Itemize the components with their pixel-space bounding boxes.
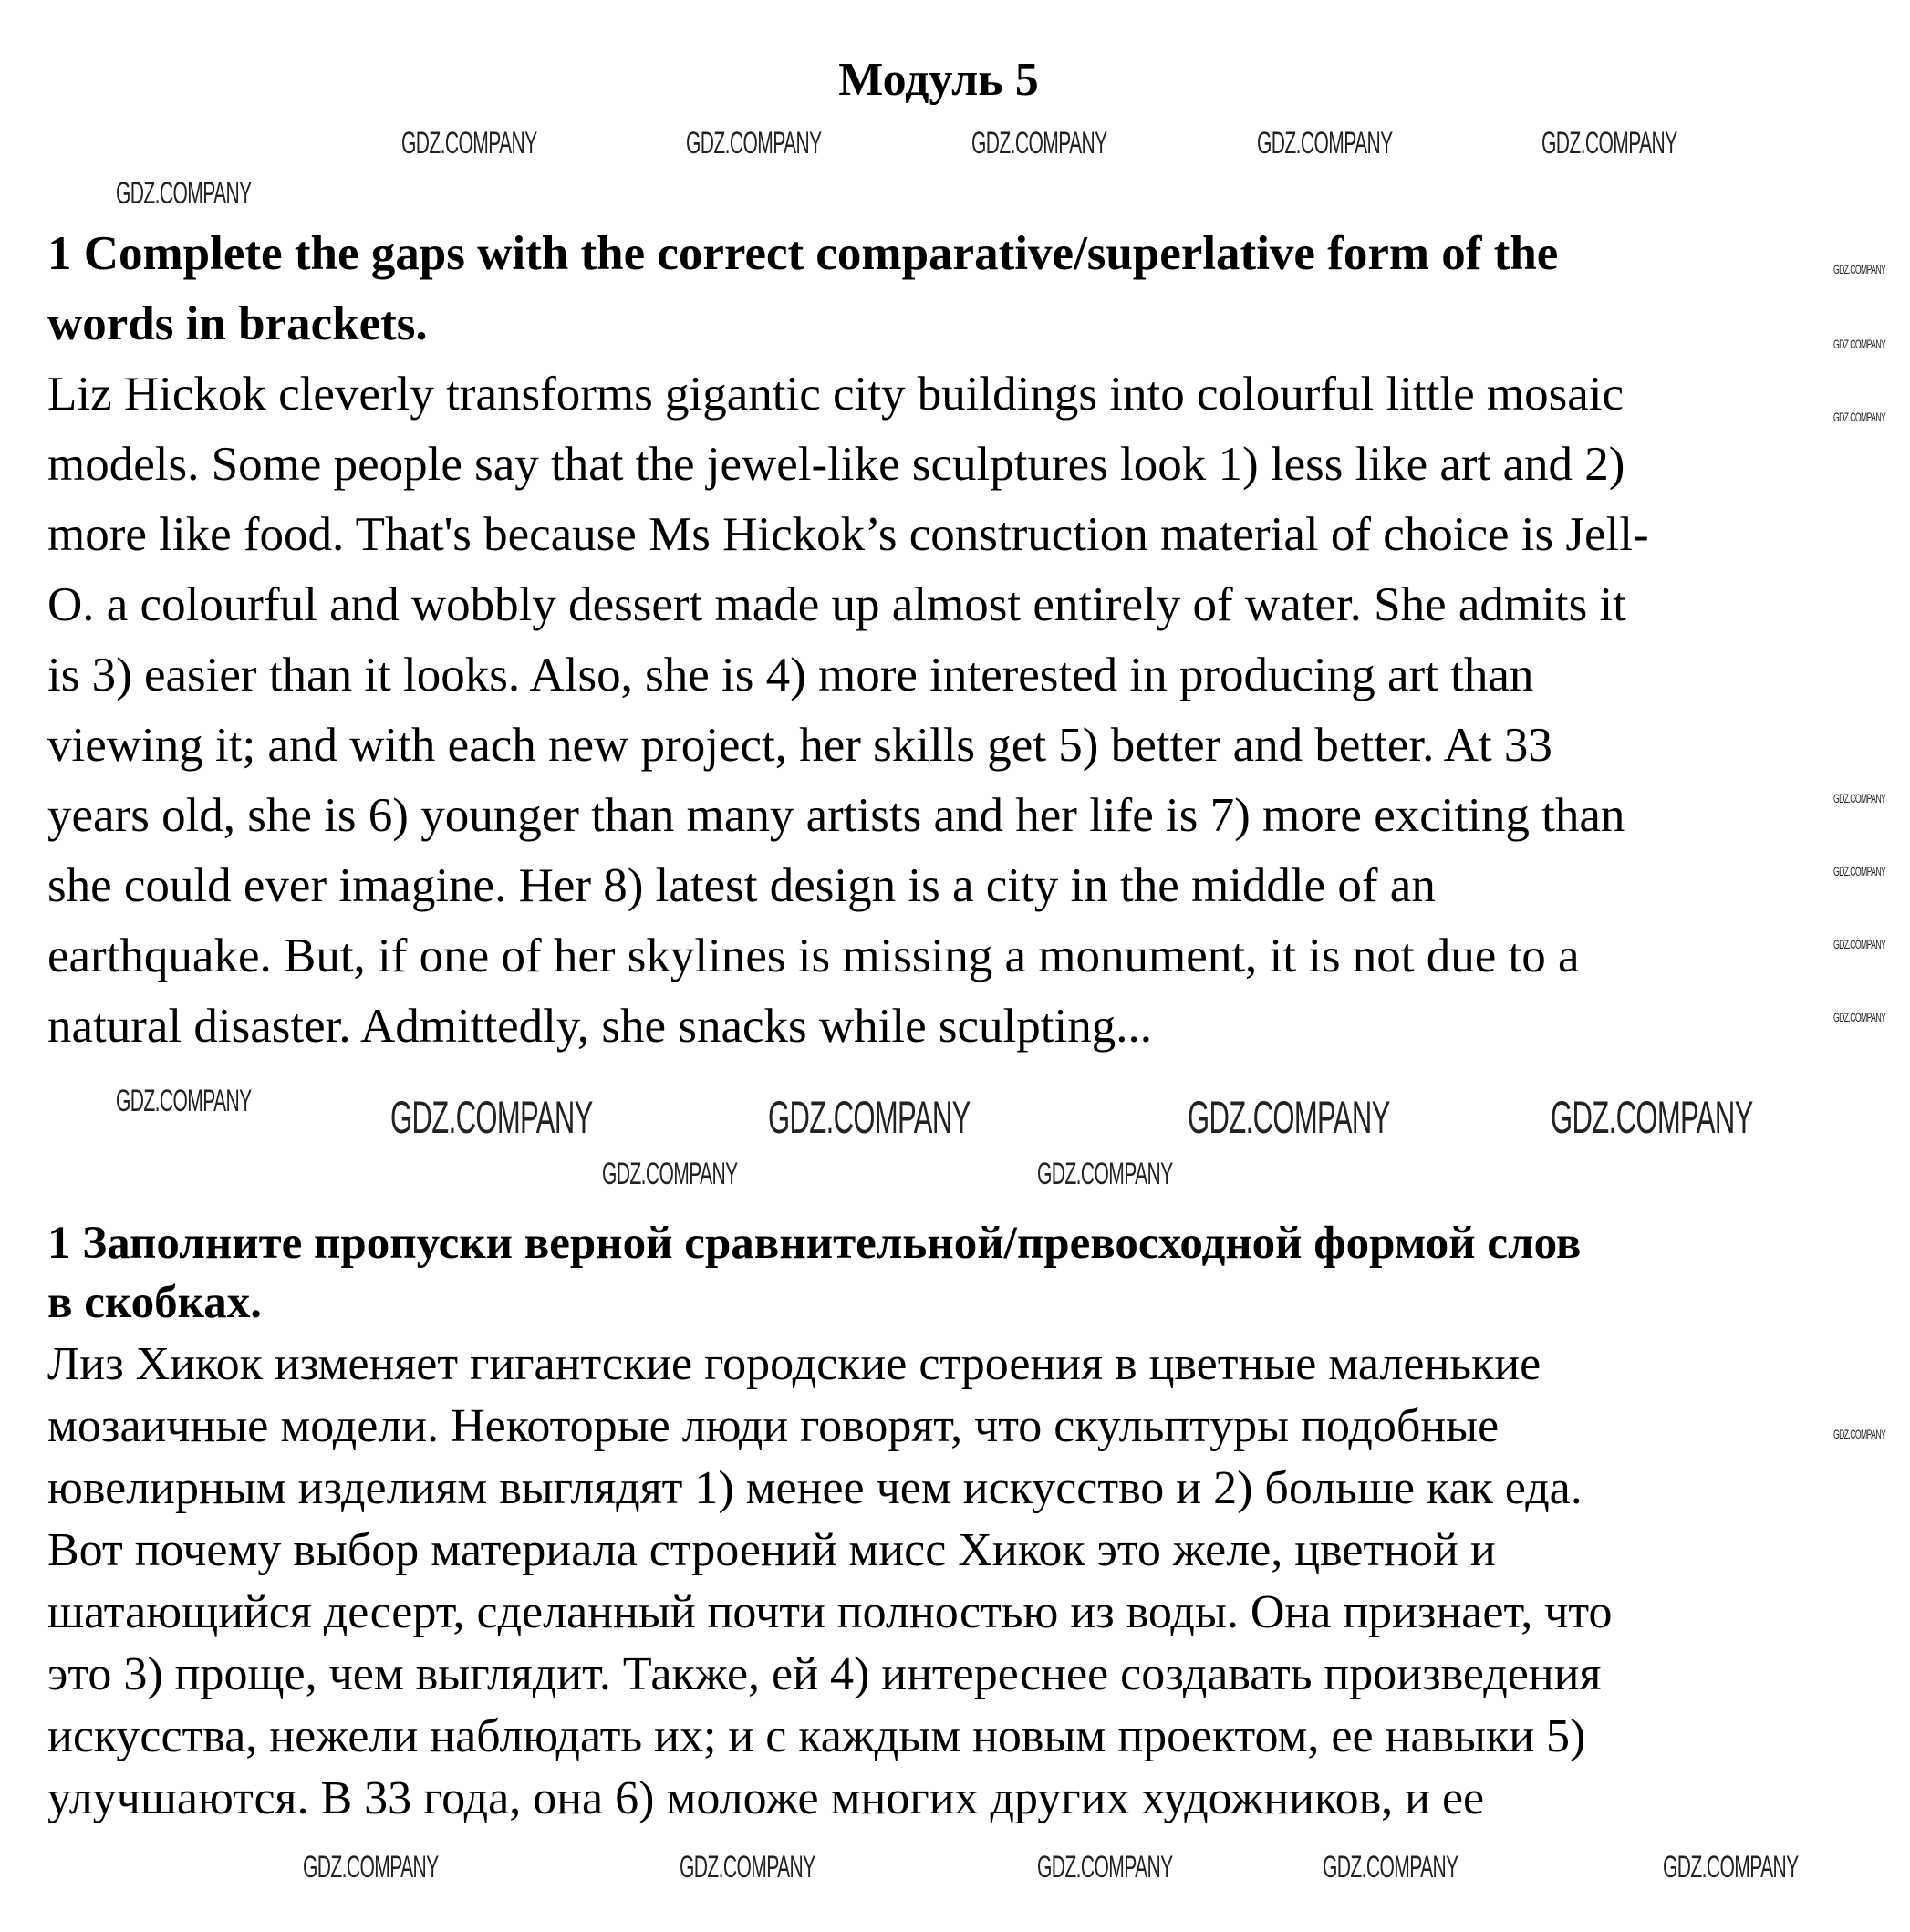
paragraph-line-en: years old, she is 6) younger than many artists and her life is 7) more exciting than [47, 789, 1625, 842]
watermark: GDZ.COMPANY [602, 1157, 738, 1191]
watermark: GDZ.COMPANY [686, 126, 822, 161]
paragraph-line-en: more like food. That's because Ms Hickok’s construction material of choice is Jell- [47, 508, 1649, 561]
english-exercise [47, 219, 1808, 1062]
watermark: GDZ.COMPANY [390, 1092, 593, 1143]
watermark: GDZ.COMPANY [680, 1850, 815, 1885]
watermark: GDZ.COMPANY [1663, 1850, 1799, 1885]
paragraph-line-ru: улучшаются. В 33 года, она 6) моложе многих других художников, и ее [47, 1772, 1485, 1824]
watermark: GDZ.COMPANY [1833, 791, 1886, 805]
watermark: GDZ.COMPANY [1833, 1427, 1886, 1441]
exercise-heading-ru: в скобках. [47, 1277, 263, 1328]
paragraph-line-ru: это 3) проще, чем выглядит. Также, ей 4) интереснее создавать произведения [47, 1648, 1602, 1700]
watermark: GDZ.COMPANY [1833, 1010, 1886, 1024]
watermark: GDZ.COMPANY [1037, 1850, 1173, 1885]
paragraph-line-en: is 3) easier than it looks. Also, she is 4) more interested in producing art than [47, 649, 1534, 701]
watermark: GDZ.COMPANY [1541, 126, 1677, 161]
paragraph-line-en: viewing it; and with each new project, her skills get 5) better and better. At 33 [47, 719, 1552, 772]
watermark: GDZ.COMPANY [1551, 1092, 1753, 1143]
paragraph-line-en: earthquake. But, if one of her skylines is missing a monument, it is not due to a [47, 930, 1580, 982]
exercise-heading-ru: 1 Заполните пропуски верной сравнительной/превосходной формой слов [47, 1218, 1582, 1269]
watermark: GDZ.COMPANY [971, 126, 1107, 161]
watermark: GDZ.COMPANY [1257, 126, 1393, 161]
paragraph-line-en: Liz Hickok cleverly transforms gigantic city buildings into colourful little mosaic [47, 368, 1624, 421]
russian-heading [47, 1214, 1808, 1333]
watermark: GDZ.COMPANY [116, 1084, 252, 1118]
exercise-heading-en: 1 Complete the gaps with the correct comparative/superlative form of the [47, 227, 1559, 280]
paragraph-line-en: she could ever imagine. Her 8) latest design is a city in the middle of an [47, 859, 1436, 912]
watermark: GDZ.COMPANY [768, 1092, 971, 1143]
watermark: GDZ.COMPANY [1037, 1157, 1173, 1191]
paragraph-line-en: O. a colourful and wobbly dessert made up almost entirely of water. She admits it [47, 578, 1626, 631]
paragraph-line-ru: искусства, нежели наблюдать их; и с каждым новым проектом, ее навыки 5) [47, 1710, 1586, 1762]
watermark: GDZ.COMPANY [1833, 864, 1886, 878]
watermark: GDZ.COMPANY [1323, 1850, 1458, 1885]
paragraph-line-ru: Вот почему выбор материала строений мисс Хикок это желе, цветной и [47, 1524, 1496, 1576]
paragraph-line-ru: шатающийся десерт, сделанный почти полностью из воды. Она признает, что [47, 1586, 1613, 1638]
watermark: GDZ.COMPANY [401, 126, 537, 161]
exercise-heading-en: words in brackets. [47, 297, 428, 350]
page-title: Модуль 5 [838, 54, 1039, 106]
paragraph-line-ru: мозаичные модели. Некоторые люди говорят, что скульптуры подобные [47, 1400, 1500, 1452]
paragraph-line-en: models. Some people say that the jewel-like sculptures look 1) less like art and 2) [47, 438, 1625, 491]
paragraph-line-ru: ювелирным изделиям выглядят 1) менее чем искусство и 2) больше как еда. [47, 1462, 1583, 1514]
watermark: GDZ.COMPANY [1833, 337, 1886, 351]
watermark: GDZ.COMPANY [1188, 1092, 1390, 1143]
watermark: GDZ.COMPANY [303, 1850, 439, 1885]
watermark: GDZ.COMPANY [1833, 410, 1886, 424]
watermark: GDZ.COMPANY [1833, 937, 1886, 951]
paragraph-line-ru: Лиз Хикок изменяет гигантские городские строения в цветные маленькие [47, 1338, 1541, 1390]
watermark: GDZ.COMPANY [1833, 262, 1886, 276]
paragraph-line-en: natural disaster. Admittedly, she snacks while sculpting... [47, 1000, 1152, 1053]
watermark: GDZ.COMPANY [116, 176, 252, 211]
russian-exercise [47, 1334, 1808, 1830]
